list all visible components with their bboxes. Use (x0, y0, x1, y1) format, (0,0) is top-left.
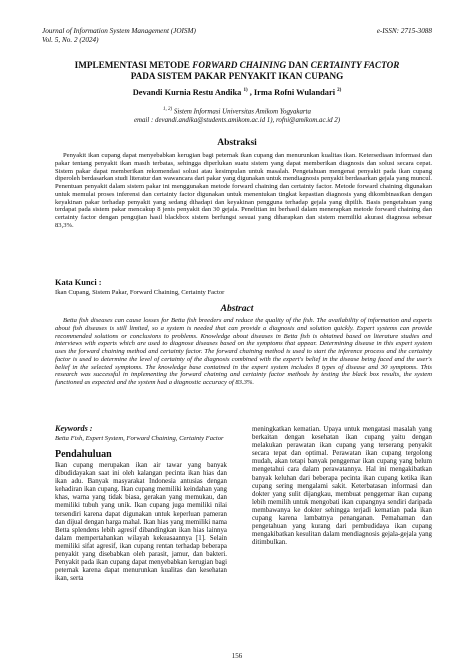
author-1: Devandi Kurnia Restu Andika (132, 88, 242, 97)
abstrak-heading: Abstraksi (217, 138, 257, 148)
abstrak-text: Penyakit ikan cupang dapat menyebabkan kerugian bagi peternak ikan cupang dan menurunkan kualitas ikan. Ketersediaan informasi dan pakar tentang penyakit ikan masih terbatas, sehingga diperlukan suatu sistem yang dapat memberikan diagnosis dan solusi secara cepat. Sistem pakar dapat memberikan rekomendasi solusi atau kesimpulan untuk masalah. Pengetahuan mengenai penyakit pada ikan cupang diperoleh berdasarkan studi literatur dan wawancara dari pakar yang digunakan untuk mendiagnosis penyakit berdasarkan gejala yang muncul. Penentuan penyakit dalam sistem pakar ini menggunakan metode forward chaining dan certainty factor. Metode forward chaining digunakan untuk memulai proses inferensi dan certainty factor digunakan untuk menentukan tingkat kepastian diagnosis yang dikombinasikan dengan keyakinan pakar terhadap penyakit yang sedang dihadapi dan keyakinan pengguna terhadap gejala yang dipilih. Basis pengetahuan yang terdapat pada sistem pakar mencakup 8 jenis penyakit dan 30 gejala. Penelitian ini berhasil dalam menerapkan metode forward chaining dan certainty factor dengan pengujian hasil blackbox sistem berfungsi sesuai yang diharapkan dan sistem memiliki akurasi diagnosa sebesar 83,3%. (55, 152, 432, 229)
issn: e-ISSN: 2715-3088 (376, 27, 432, 35)
keywords-text: Betta Fish, Expert System, Forward Chaining, Certainty Factor (55, 435, 224, 442)
title-line-2: PADA SISTEM PAKAR PENYAKIT IKAN CUPANG (130, 71, 344, 81)
author-2: Irma Rofni Wulandari (253, 88, 336, 97)
volume-issue: Vol. 5, No. 2 (2024) (42, 36, 99, 44)
abstract-text: Betta fish diseases can cause losses for Betta fish breeders and reduce the quality of the fish. The availability of information and experts about fish diseases is still limited, so a system is needed that can provide a diagnosis and solution quickly. Expert systems can provide recommended solutions or conclusions to problems. Knowledge about diseases in Betta fish is obtained based on literature studies and interviews with experts which are used to diagnose diseases based on the symptoms that appear. Determining disease in this expert system uses the forward chaining method and certainty factor. The forward chaining method is used to start the inference process and the certainty factor is used to determine the level of certainty of the diagnosis combined with the expert's belief in the disease being faced and the user's belief in the selected symptoms. The knowledge base contained in the expert system includes 8 types of disease and 30 symptoms. This research was successful in implementing the forward chaining and certainty factor methods by testing the black box results, the system functioned as expected and the system had a diagnostic accuracy of 83.3%. (55, 317, 432, 386)
journal-name: Journal of Information System Management (JOISM) (42, 27, 196, 35)
pendahuluan-heading: Pendahuluan (55, 449, 112, 460)
intro-right-column: meningkatkan kematian. Upaya untuk mengatasi masalah yang berkaitan dengan kesehatan ikan cupang yaitu dengan melakukan perawatan ikan cupang yang terserang penyakit secara tepat dan optimal. Perawatan ikan cupang tergolong mudah, akan tetapi banyak penggemar ikan cupang yang belum mengetahui cara dalam perawatannya. Hal ini mengakibatkan banyak keluhan dari beberapa pecinta ikan cupang ketika ikan cupang sering mengalami sakit. Keterbatasan informasi dan dokter yang sulit dijangkau, membuat penggemar ikan cupang lebih memilih untuk mengobati ikan cupangnya sendiri daripada membawanya ke dokter sehingga terjadi kematian pada ikan cupang karena lambatnya penanganan. Pemahaman dan pengetahuan yang kurang dari pembudidaya ikan cupang mengakibatkan kesulitan dalam mendiagnosis gejala-gejala yang ditimbulkan. (252, 426, 432, 547)
kata-kunci-heading: Kata Kunci : (55, 278, 102, 287)
running-header (42, 27, 432, 45)
intro-left-column: Ikan cupang merupakan ikan air tawar yang banyak dibudidayakan saat ini oleh kalangan pecinta ikan hias dan ikan adu. Banyak masyarakat Indonesia antusias dengan kehadiran ikan cupang. Ikan cupang memiliki keindahan yang khas, warna yang tidak biasa, gerakan yang memukau, dan memiliki tubuh yang unik. Ikan cupang juga memiliki nilai tersendiri karena dapat digunakan untuk keperluan pameran dan dijual dengan harga mahal. Ikan hias yang memiliki nama Betta splendens lebih agresif dibandingkan ikan hias lainnya dalam mempertahankan wilayah kekuasaannya [1]. Selain memiliki sifat agresif, ikan cupang rentan terhadap beberapa penyakit yang disebabkan oleh parasit, jamur, dan bakteri. Penyakit pada ikan cupang dapat menyebabkan kerugian bagi peternak karena dapat menurunkan kualitas dan kesehatan ikan, serta (55, 462, 227, 583)
page-number: 156 (231, 652, 243, 660)
paper-title (42, 60, 432, 82)
abstract-heading: Abstract (220, 304, 254, 314)
title-line-1: IMPLEMENTASI METODE FORWARD CHAINING DAN CERTAINTY FACTOR (74, 60, 400, 70)
kata-kunci-text: Ikan Cupang, Sistem Pakar, Forward Chaining, Certainty Factor (55, 289, 225, 296)
keywords-heading: Keywords : (55, 424, 93, 433)
email-line: email : devandi.andika@students.amikom.ac.id 1), rofni@amikom.ac.id 2) (133, 116, 341, 124)
affiliation: $^{1, 2)}$ Sistem Informasi Universitas Amikom Yogyakarta email : devandi.andika@students.amikom.ac.id 1), rofni@amikom.ac.id 2) (42, 106, 432, 125)
author-list: Devandi Kurnia Restu Andika $^{1)}$ , Irma Rofni Wulandari $^{2)}$ (132, 88, 342, 97)
